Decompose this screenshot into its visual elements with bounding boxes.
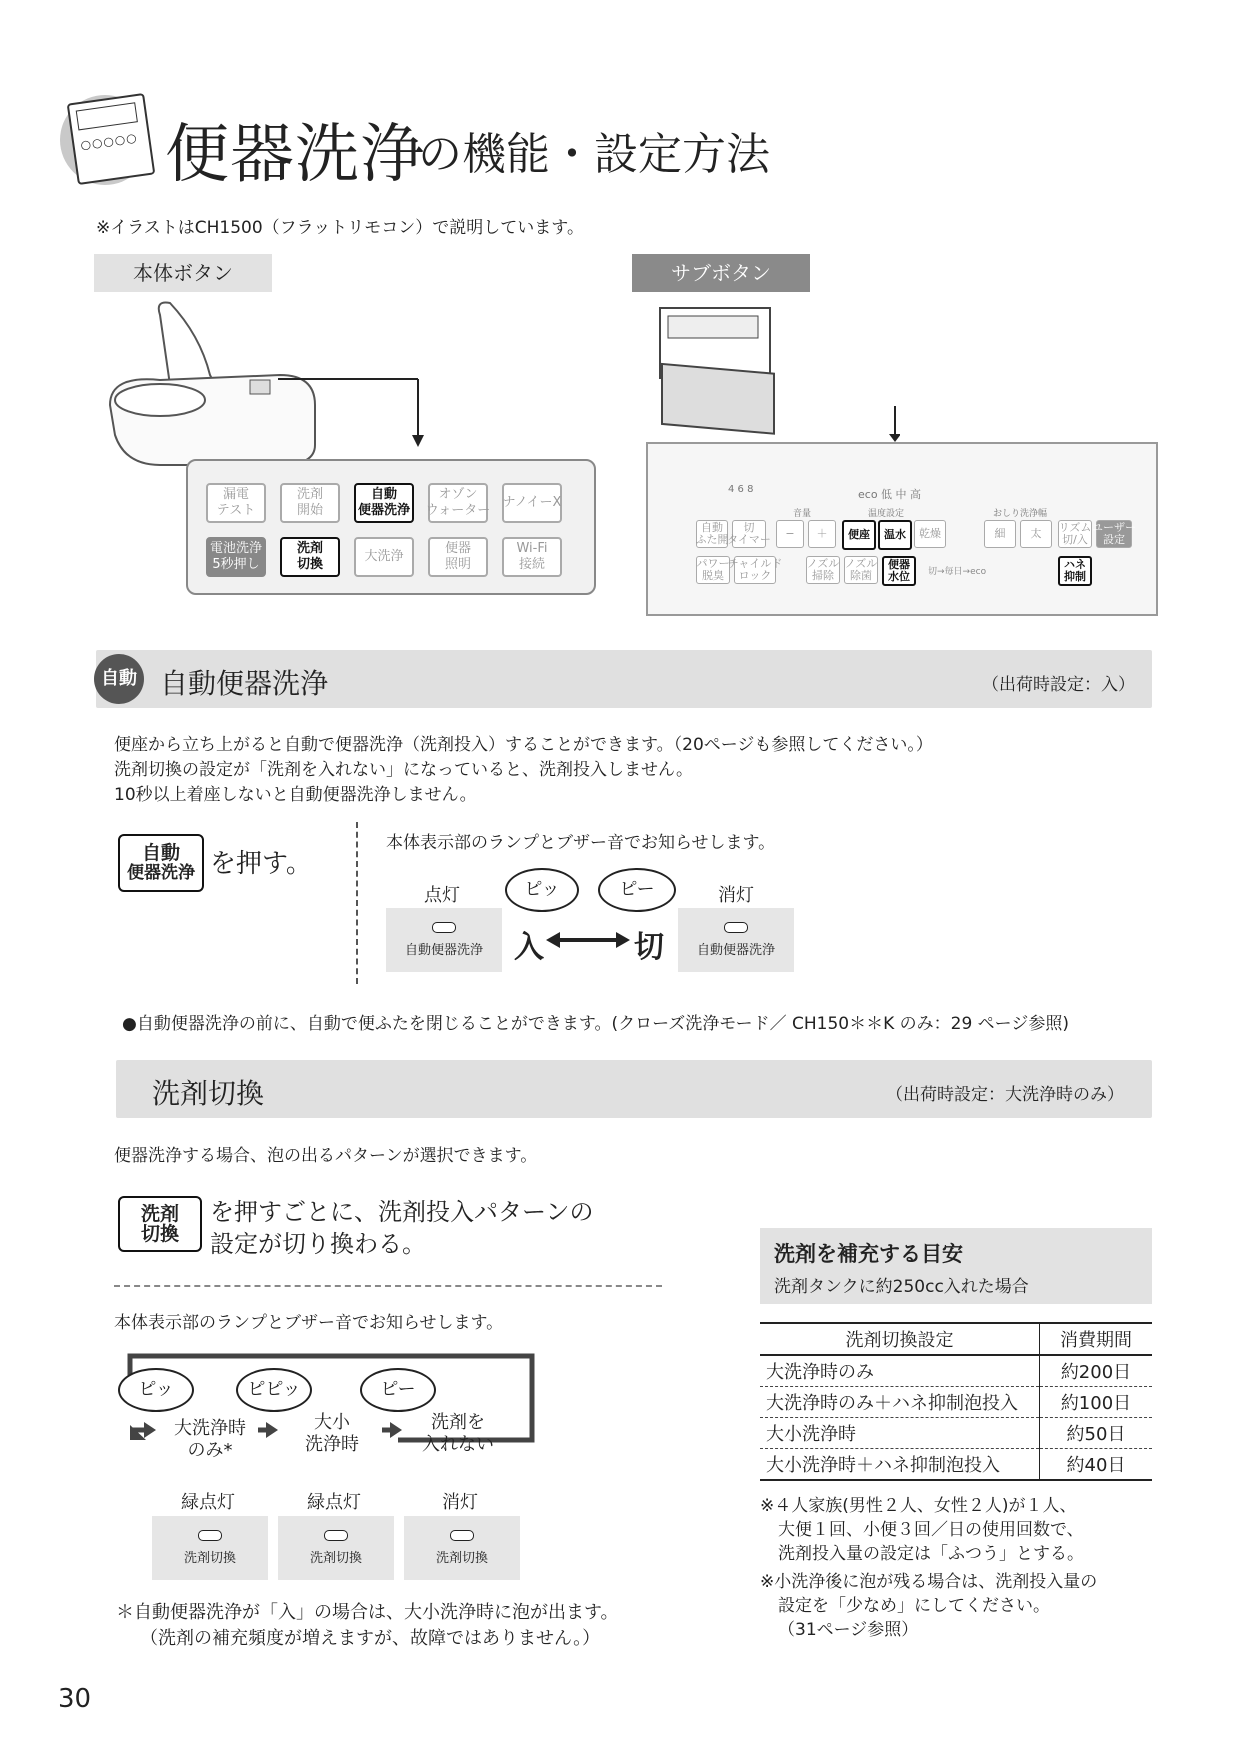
state-green-1: 緑点灯 bbox=[181, 1492, 235, 1513]
consumption-table: 洗剤切換設定 消費期間 大洗浄時のみ 約200日 大洗浄時のみ＋ハネ抑制泡投入 約100日 大小洗浄時 約50日 大小洗浄時＋ハネ抑制泡投入 約40日 bbox=[760, 1322, 1152, 1481]
splash-suppress-button[interactable]: ハネ 抑制 bbox=[1058, 556, 1092, 586]
auto-badge: 自動 bbox=[94, 654, 144, 704]
step-big-only: 大洗浄時 のみ* bbox=[174, 1418, 246, 1461]
water-temp-button[interactable]: 温水 bbox=[878, 520, 912, 550]
auto-flush-default: （出荷時設定：入） bbox=[982, 675, 1135, 695]
narrow-button[interactable]: 細 bbox=[984, 520, 1016, 548]
table-row: 大小洗浄時 約50日 bbox=[760, 1418, 1152, 1449]
auto-flush-key: 自動 便器洗浄 bbox=[118, 834, 204, 892]
detergent-notify-text: 本体表示部のランプとブザー音でお知らせします。 bbox=[114, 1313, 504, 1333]
nozzle-sterilize-button[interactable]: ノズル 除菌 bbox=[844, 557, 878, 582]
detergent-key: 洗剤 切換 bbox=[118, 1196, 202, 1252]
step-big-small: 大小 洗浄時 bbox=[305, 1412, 359, 1455]
remote-illustration bbox=[640, 300, 900, 442]
seat-temp-button[interactable]: 便座 bbox=[842, 520, 876, 550]
auto-lid-open-button[interactable]: 自動 ふた開 bbox=[695, 521, 729, 546]
auto-flush-title: 自動便器洗浄 bbox=[160, 667, 329, 700]
beep-1-bubble: ピッ bbox=[118, 1368, 194, 1412]
illustration-note: ※イラストはCH1500（フラットリモコン）で説明しています。 bbox=[96, 218, 584, 238]
state-off: 消灯 bbox=[442, 1492, 478, 1513]
detergent-lamp-2: 洗剤切換 bbox=[278, 1516, 394, 1580]
wifi-connect-button[interactable]: Wi-Fi 接続 bbox=[502, 537, 562, 577]
detergent-title: 洗剤切換 bbox=[152, 1077, 265, 1110]
leak-test-button[interactable]: 漏電 テスト bbox=[206, 483, 266, 523]
lit-label: 点灯 bbox=[424, 885, 460, 906]
bowl-light-button[interactable]: 便器 照明 bbox=[428, 537, 488, 577]
power-deodorize-button[interactable]: パワー 脱臭 bbox=[696, 557, 730, 582]
beep-2-bubble: ピピッ bbox=[236, 1368, 312, 1412]
auto-lamp-lit: 自動便器洗浄 bbox=[386, 908, 502, 972]
main-buttons-tag: 本体ボタン bbox=[94, 254, 272, 292]
sub-buttons-tag: サブボタン bbox=[632, 254, 810, 292]
detergent-footnote: ＊自動便器洗浄が「入」の場合は、大小洗浄時に泡が出ます。 （洗剤の補充頻度が増えますが、故障ではありません。） bbox=[116, 1602, 619, 1649]
remote-control-icon: ○○○○○ bbox=[67, 93, 156, 185]
state-green-2: 緑点灯 bbox=[307, 1492, 361, 1513]
auto-lamp-off: 自動便器洗浄 bbox=[678, 908, 794, 972]
auto-press-text: を押す。 bbox=[210, 849, 312, 879]
detergent-intro: 便器洗浄する場合、泡の出るパターンが選択できます。 bbox=[114, 1146, 538, 1166]
auto-notify-text: 本体表示部のランプとブザー音でお知らせします。 bbox=[386, 833, 776, 853]
page-number: 30 bbox=[58, 1684, 92, 1714]
auto-flush-description: 便座から立ち上がると自動で便器洗浄（洗剤投入）することができます。（20ページも参照してください。） 洗剤切換の設定が「洗剤を入れない」になっていると、洗剤投入しません。 10秒以上着座しないと自動便器洗浄しません。 bbox=[114, 735, 933, 805]
main-button-panel bbox=[186, 459, 596, 595]
beep-3-bubble: ピー bbox=[360, 1368, 436, 1412]
auto-flush-button[interactable]: 自動 便器洗浄 bbox=[354, 483, 414, 523]
refill-note-2: ※小洗浄後に泡が残る場合は、洗剤投入量の 設定を「少なめ」にしてください。 （31ページ参照） bbox=[760, 1572, 1098, 1640]
state-off: 切 bbox=[634, 930, 664, 965]
detergent-lamp-3: 洗剤切換 bbox=[404, 1516, 520, 1580]
user-setting-button[interactable]: ユーザー 設定 bbox=[1092, 521, 1136, 546]
volume-up-button[interactable]: ＋ bbox=[808, 520, 836, 548]
detergent-press-text: を押すごとに、洗剤投入パターンの 設定が切り換わる。 bbox=[210, 1198, 594, 1258]
wide-button[interactable]: 太 bbox=[1020, 520, 1052, 548]
nozzle-clean-button[interactable]: ノズル 掃除 bbox=[806, 557, 840, 582]
dashed-divider bbox=[356, 822, 358, 984]
refill-note-1: ※４人家族(男性２人、女性２人)が１人、 大便１回、小便３回／日の使用回数で、 洗剤投入量の設定は「ふつう」とする。 bbox=[760, 1496, 1084, 1564]
nanoe-button[interactable]: ナノイーX bbox=[502, 483, 562, 523]
toggle-arrow bbox=[546, 928, 630, 952]
refill-header: 洗剤を補充する目安 洗剤タンクに約250cc入れた場合 bbox=[760, 1228, 1152, 1304]
detergent-start-button[interactable]: 洗剤 開始 bbox=[280, 483, 340, 523]
toilet-illustration bbox=[100, 295, 430, 475]
ozone-water-button[interactable]: オゾン ウォーター bbox=[428, 483, 488, 523]
table-row: 大洗浄時のみ＋ハネ抑制泡投入 約100日 bbox=[760, 1387, 1152, 1418]
close-wash-note: ●自動便器洗浄の前に、自動で便ふたを閉じることができます。(クローズ洗浄モード／ CH150＊＊K のみ：29 ページ参照) bbox=[122, 1014, 1069, 1034]
page-title-suffix: の機能・設定方法 bbox=[418, 129, 770, 180]
table-row: 大小洗浄時＋ハネ抑制泡投入 約40日 bbox=[760, 1449, 1152, 1481]
dashed-separator bbox=[114, 1285, 662, 1287]
big-flush-button[interactable]: 大洗浄 bbox=[354, 537, 414, 577]
page-title: 便器洗浄 bbox=[165, 118, 425, 192]
detergent-lamp-1: 洗剤切換 bbox=[152, 1516, 268, 1580]
step-no-detergent: 洗剤を 入れない bbox=[422, 1412, 494, 1455]
volume-down-button[interactable]: − bbox=[776, 520, 804, 548]
sub-button-panel: 4 6 8 eco 低 中 高 温度設定 おしり洗浄幅 音量 自動 ふた開 切 タイマー − ＋ 便座 温水 乾燥 細 太 リズム 切/入 ユーザー 設定 パワー 脱臭 チャイルド ロック ノズル 掃除 ノズル 除菌 便器 水位 切→毎日→eco ハネ 抑制 bbox=[646, 442, 1158, 616]
table-row: 大洗浄時のみ 約200日 bbox=[760, 1355, 1152, 1387]
dryer-button[interactable]: 乾燥 bbox=[914, 520, 946, 548]
off-timer-button[interactable]: 切 タイマー bbox=[727, 521, 771, 546]
child-lock-button[interactable]: チャイルド ロック bbox=[727, 557, 783, 582]
detergent-default: （出荷時設定：大洗浄時のみ） bbox=[886, 1085, 1124, 1105]
state-on: 入 bbox=[514, 930, 544, 965]
beep-on-bubble: ピッ bbox=[505, 868, 579, 912]
rhythm-button[interactable]: リズム 切/入 bbox=[1058, 521, 1092, 546]
battery-flush-button[interactable]: 電池洗浄 5秒押し bbox=[206, 537, 266, 577]
bowl-water-level-button[interactable]: 便器 水位 bbox=[882, 556, 916, 586]
detergent-switch-button[interactable]: 洗剤 切換 bbox=[280, 537, 340, 577]
beep-off-bubble: ピー bbox=[598, 868, 676, 912]
off-label: 消灯 bbox=[718, 885, 754, 906]
